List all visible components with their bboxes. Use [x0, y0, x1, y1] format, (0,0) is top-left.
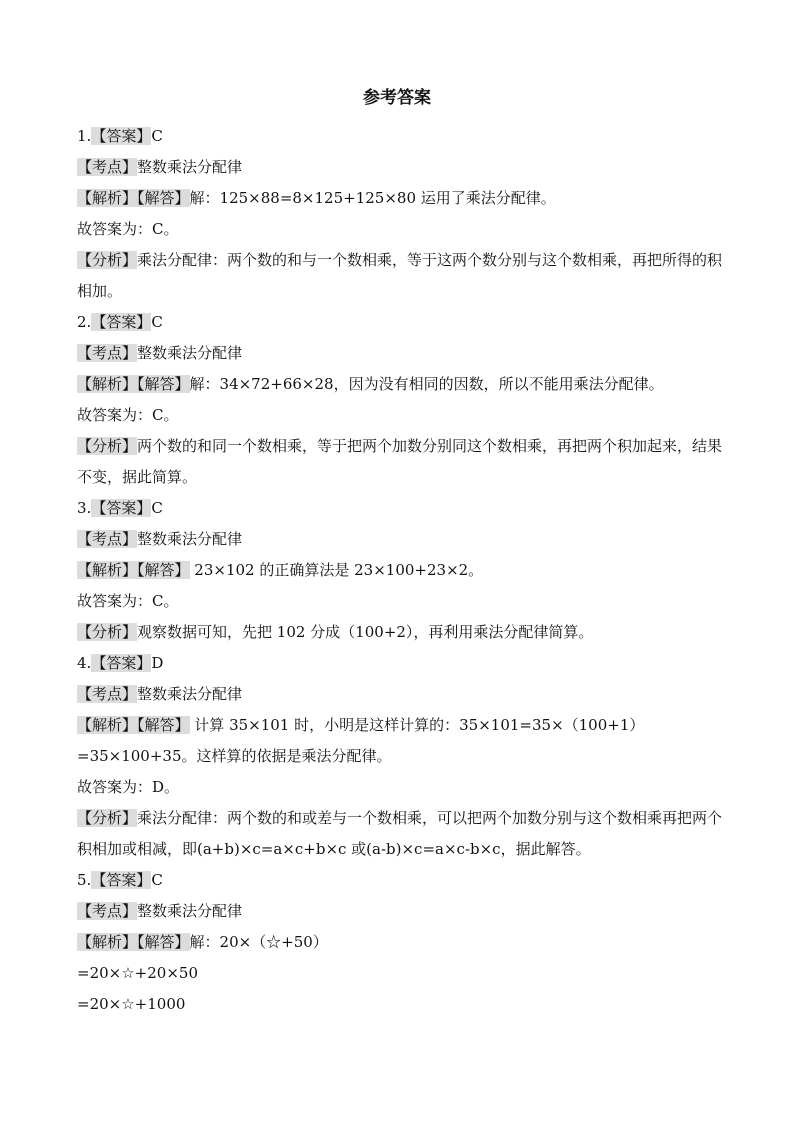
- answer-tag: 【答案】: [91, 654, 152, 672]
- jiexi-tag: 【解析】: [77, 189, 138, 207]
- kaodian-tag: 【考点】: [77, 530, 138, 548]
- conclusion-line: 故答案为：D。: [77, 778, 180, 796]
- jiexi-text: 计算 35×101 时，小明是这样计算的：35×101=35×（100+1）=35×100+35。这样算的依据是乘法分配律。: [77, 716, 645, 765]
- fenxi-text: 乘法分配律：两个数的和或差与一个数相乘，可以把两个加数分别与这个数相乘再把两个积相加或相减，即(a+b)×c=a×c+b×c 或(a-b)×c=a×c-b×c，据此解答。: [77, 809, 723, 858]
- conclusion-line: 故答案为：C。: [77, 220, 179, 238]
- jiexi-line: [77, 555, 725, 586]
- fenxi-text: 观察数据可知，先把 102 分成（100+2），再利用乘法分配律简算。: [137, 623, 594, 641]
- kaodian-line: [77, 896, 725, 927]
- fenxi-tag: 【分析】: [77, 437, 138, 455]
- answer-value: C: [151, 871, 163, 889]
- fenxi-text: 乘法分配律：两个数的和与一个数相乘，等于这两个数分别与这个数相乘，再把所得的积相加。: [77, 251, 723, 300]
- fenxi-paragraph: [77, 803, 725, 865]
- fenxi-tag: 【分析】: [77, 251, 138, 269]
- answer-value: C: [151, 127, 163, 145]
- calc-step: =20×☆+20×50: [77, 964, 198, 982]
- kaodian-text: 整数乘法分配律: [137, 344, 243, 362]
- jiexi-tag: 【解析】: [77, 933, 138, 951]
- fenxi-paragraph: [77, 431, 725, 493]
- kaodian-tag: 【考点】: [77, 685, 138, 703]
- answer-value: C: [151, 313, 163, 331]
- jieda-tag: 【解答】: [137, 561, 190, 579]
- jiexi-text: 23×102 的正确算法是 23×100+23×2。: [189, 561, 484, 579]
- kaodian-line: [77, 524, 725, 555]
- kaodian-tag: 【考点】: [77, 902, 138, 920]
- answer-tag: 【答案】: [91, 313, 152, 331]
- calc-step: =20×☆+1000: [77, 995, 186, 1013]
- kaodian-tag: 【考点】: [77, 158, 138, 176]
- fenxi-paragraph: [77, 245, 725, 307]
- jiexi-paragraph: [77, 710, 725, 772]
- kaodian-text: 整数乘法分配律: [137, 158, 243, 176]
- answer-value: C: [151, 499, 163, 517]
- jiexi-tag: 【解析】: [77, 561, 138, 579]
- answer-value: D: [151, 654, 164, 672]
- fenxi-paragraph: [77, 617, 725, 648]
- jiexi-tag: 【解析】: [77, 375, 138, 393]
- kaodian-text: 整数乘法分配律: [137, 530, 243, 548]
- jieda-tag: 【解答】: [137, 716, 190, 734]
- kaodian-tag: 【考点】: [77, 344, 138, 362]
- jiexi-line: [77, 369, 725, 400]
- kaodian-line: [77, 152, 725, 183]
- kaodian-text: 整数乘法分配律: [137, 902, 243, 920]
- answer-line: 4.【答案】D: [77, 654, 164, 672]
- conclusion-line: 故答案为：C。: [77, 406, 179, 424]
- answer-tag: 【答案】: [91, 499, 152, 517]
- jieda-tag: 【解答】: [137, 375, 190, 393]
- conclusion-line: 故答案为：C。: [77, 592, 179, 610]
- kaodian-line: [77, 679, 725, 710]
- jiexi-line: [77, 183, 725, 214]
- jiexi-text: 解：34×72+66×28，因为没有相同的因数，所以不能用乘法分配律。: [189, 375, 664, 393]
- answer-line: 2.【答案】C: [77, 313, 163, 331]
- jiexi-line: [77, 927, 725, 958]
- answer-tag: 【答案】: [91, 127, 152, 145]
- jiexi-tag: 【解析】: [77, 716, 138, 734]
- fenxi-tag: 【分析】: [77, 623, 138, 641]
- answer-line: 1.【答案】C: [77, 127, 163, 145]
- kaodian-text: 整数乘法分配律: [137, 685, 243, 703]
- fenxi-text: 两个数的和同一个数相乘，等于把两个加数分别同这个数相乘，再把两个积加起来，结果不变，据此简算。: [77, 437, 723, 486]
- fenxi-tag: 【分析】: [77, 809, 138, 827]
- jieda-tag: 【解答】: [137, 933, 190, 951]
- answer-tag: 【答案】: [91, 871, 152, 889]
- answer-line: 3.【答案】C: [77, 499, 163, 517]
- jiexi-text: 解：125×88=8×125+125×80 运用了乘法分配律。: [189, 189, 556, 207]
- answer-line: 5.【答案】C: [77, 871, 163, 889]
- jieda-tag: 【解答】: [137, 189, 190, 207]
- page-title: 参考答案: [363, 88, 431, 108]
- answer-list: [77, 121, 725, 1020]
- kaodian-line: [77, 338, 725, 369]
- jiexi-text: 解：20×（☆+50）: [189, 933, 328, 951]
